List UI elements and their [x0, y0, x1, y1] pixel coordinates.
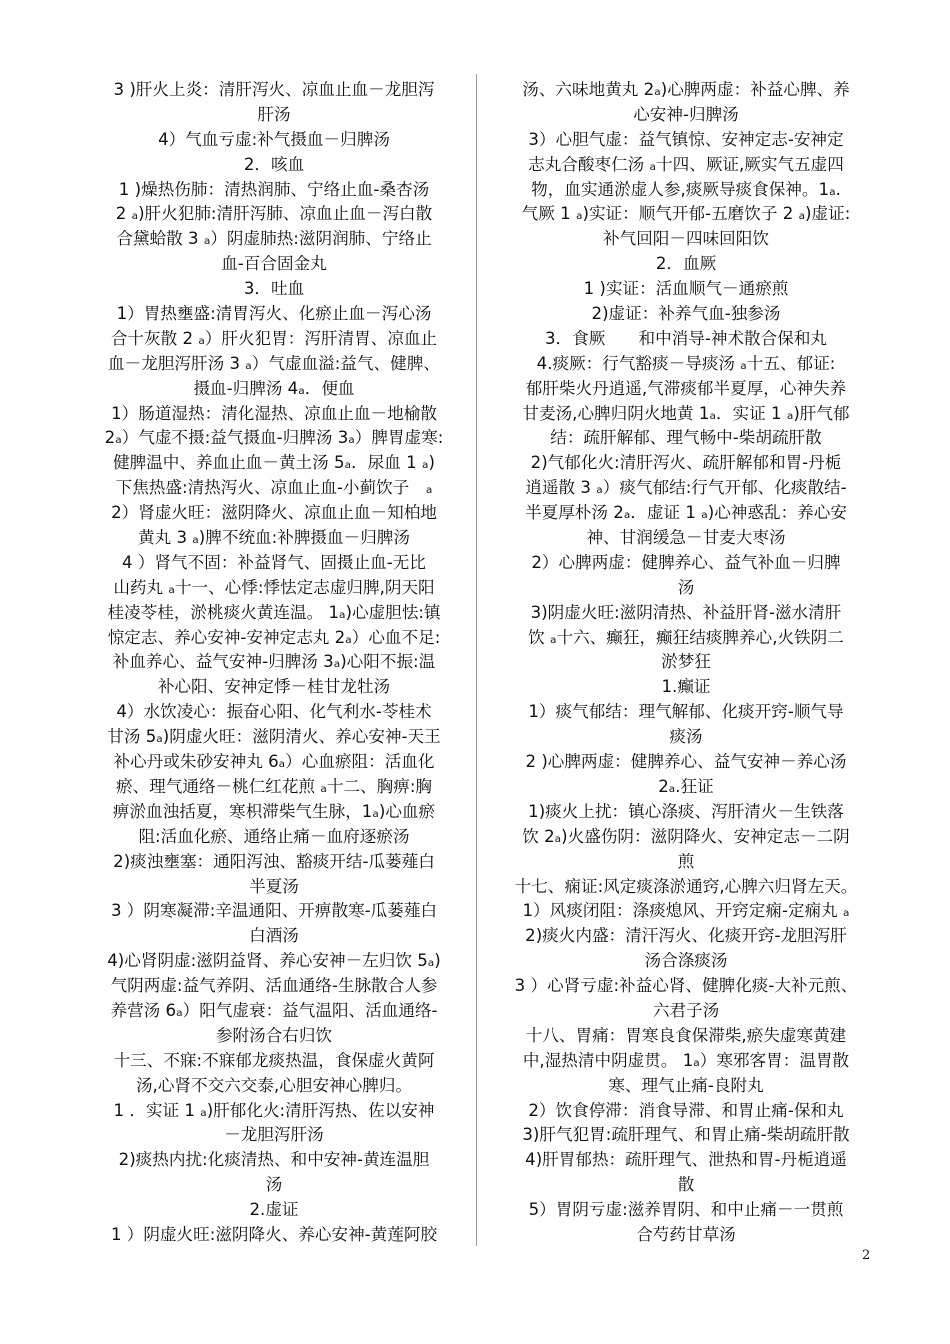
text-line: 瘀、理气通络－桃仁红花煎 ₐ十二、胸痹:胸 [115, 776, 433, 796]
text-line: 4.痰厥：行气豁痰－导痰汤 ₐ十五、郁证: [536, 353, 836, 373]
text-line: 饮 2ₐ)火盛伤阴：滋阴降火、安神定志－二阴 [522, 826, 850, 846]
text-line: 气阴两虚:益气养阴、活血通络-生脉散合人参 [110, 976, 438, 996]
text-line: 黄丸 3 ₐ)脾不统血:补脾摄血－归脾汤 [138, 528, 410, 548]
text-line: 汤,心肾不交六交泰,心胆安神心脾归。 [135, 1075, 413, 1095]
text-line: 汤合涤痰汤 [644, 951, 728, 971]
text-line: 汤 [677, 577, 695, 597]
text-line: 气厥 1 ₐ)实证：顺气开郁-五磨饮子 2 ₐ)虚证: [521, 204, 851, 224]
text-line: 逍遥散 3 ₐ）痰气郁结:行气开郁、化痰散结- [525, 478, 847, 498]
text-line: 1 )实证：活血顺气－通瘀煎 [583, 279, 789, 299]
text-line: 志丸合酸枣仁汤 ₐ十四、厥证,厥实气五虚四 [528, 154, 844, 174]
text-line: 2）心脾两虚：健脾养心、益气补血－归脾 [531, 552, 841, 572]
text-line: 3)肝气犯胃:疏肝理气、和胃止痛-柴胡疏肝散 [522, 1125, 850, 1145]
text-line: 1）风痰闭阻：涤痰熄风、开窍定痫-定痫丸 ₐ [522, 901, 850, 921]
text-line: 煎 [677, 851, 695, 871]
text-line: 3)阴虚火旺:滋阴清热、补益肝肾-滋水清肝 [530, 602, 842, 622]
text-line: 3 ）阴寒凝滞:辛温通阳、开痹散寒-瓜蒌薤白 [110, 901, 438, 921]
section-heading: 2．血厥 [655, 254, 717, 274]
text-line: 1 )燥热伤肺：清热润肺、宁络止血-桑杏汤 [118, 179, 430, 199]
text-line: 3．食厥 和中消导-神术散合保和丸 [544, 328, 828, 348]
text-line: 淤梦狂 [661, 652, 711, 672]
text-line: 白酒汤 [249, 926, 299, 946]
text-line: 合黛蛤散 3 ₐ）阴虚肺热:滋阴润肺、宁络止 [116, 229, 432, 249]
text-line: 4）水饮凌心：振奋心阳、化气利水-苓桂术 [116, 702, 432, 722]
text-line: 2)痰浊壅塞：通阳泻浊、豁痰开结-瓜蒌薤白 [113, 851, 435, 871]
text-line: 2)虚证：补养气血-独参汤 [591, 304, 781, 324]
text-line: 饮 ₐ十六、癫狂，癫狂结痰脾养心,火铁阴二 [528, 627, 844, 647]
text-line: 4）气血亏虚:补气摄血－归脾汤 [158, 129, 390, 149]
text-line: 合十灰散 2 ₐ）肝火犯胃：泻肝清胃、凉血止 [110, 328, 438, 348]
text-line: 中,湿热清中阴虚贯。 1ₐ）寒邪客胃：温胃散 [522, 1050, 850, 1070]
text-line: 2)痰热内扰:化痰清热、和中安神-黄连温胆 [118, 1150, 430, 1170]
text-line: 1）肠道湿热：清化湿热、凉血止血－地榆散 [111, 403, 437, 423]
text-line: 补心阳、安神定悸－桂甘龙牡汤 [157, 677, 391, 697]
text-line: 甘麦汤,心脾归阴火地黄 1ₐ．实证 1 ₐ)肝气郁 [522, 403, 850, 423]
section-heading: 1.癫证 [661, 677, 711, 697]
text-line: 十三、不寐:不寐郁龙痰热温，食保虚火黄阿 [113, 1050, 435, 1070]
text-line: 半夏汤 [249, 876, 299, 896]
text-line: 4 ）肾气不固：补益肾气、固摄止血-无比 [122, 552, 426, 572]
text-line: 桂凌苓桂，淤桃痰火黄连温。 1ₐ)心虚胆怯:镇 [107, 602, 441, 622]
text-line: 4)心肾阴虚:滋阴益肾、养心安神－左归饮 5ₐ) [107, 951, 441, 971]
text-line: 十八、胃痛：胃寒良食保滞柴,瘀失虚寒黄建 [525, 1025, 847, 1045]
text-line: 2 )心脾两虚：健脾养心、益气安神－养心汤 [525, 752, 847, 772]
text-line: 十七、痫证:风定痰涤淤通窍,心脾六归肾左天。 [514, 876, 858, 896]
text-line: 山药丸 ₐ十一、心悸:悸怯定志虚归脾,阴天阳 [113, 577, 435, 597]
text-line: 1）胃热壅盛:清胃泻火、化瘀止血－泻心汤 [116, 304, 432, 324]
right-text-column [488, 78, 884, 1248]
text-line: 血-百合固金丸 [221, 254, 327, 274]
text-line: 汤、六味地黄丸 2ₐ)心脾两虚：补益心脾、养 [522, 80, 850, 99]
text-line: 2 ₐ)肝火犯肺:清肝泻肺、凉血止血－泻白散 [115, 204, 433, 224]
text-line: 2)气郁化火:清肝泻火、疏肝解郁和胃-丹栀 [530, 453, 842, 473]
text-line: 合芍药甘草汤 [636, 1224, 736, 1244]
text-line: 散 [677, 1175, 695, 1195]
text-line: 3）心胆气虚：益气镇惊、安神定志-安神定 [528, 129, 844, 149]
text-line: 1 ）阴虚火旺:滋阴降火、养心安神-黄莲阿胶 [110, 1224, 438, 1244]
text-line: 神、甘润缓急－甘麦大枣汤 [586, 528, 786, 548]
text-line: 5）胃阴亏虚:滋养胃阴、和中止痛－一贯煎 [528, 1200, 844, 1220]
text-line: 补血养心、益气安神-归脾汤 3ₐ)心阳不振:温 [112, 652, 436, 672]
text-line: －龙胆泻肝汤 [224, 1125, 324, 1145]
text-line: 六君子汤 [652, 1000, 720, 1020]
text-line: 3 ）心肾亏虚:补益心肾、健脾化痰-大补元煎、 [514, 976, 858, 996]
column-divider [476, 74, 477, 1246]
text-line: 下焦热盛:清热泻火、凉血止血-小蓟饮子 ₐ [115, 478, 433, 498]
text-line: 心安神-归脾汤 [633, 104, 739, 124]
text-line: 物，血实通淤虚人参,痰厥导痰食保神。1ₐ. [531, 179, 841, 199]
text-line: 1 ．实证 1 ₐ)肝郁化火:清肝泻热、佐以安神 [113, 1100, 435, 1120]
text-line: 3 )肝火上炎：清肝泻火、凉血止血－龙胆泻 [113, 80, 435, 99]
text-line: 痰汤 [669, 727, 703, 747]
text-line: 痹淤血浊括夏，寒枳滞柴气生脉，1ₐ)心血瘀 [112, 801, 436, 821]
text-line: 2）肾虚火旺：滋阴降火、凉血止血－知柏地 [111, 503, 437, 523]
section-heading: 3．吐血 [243, 279, 305, 299]
section-heading: 2.虚证 [249, 1200, 299, 1220]
section-heading: 2ₐ.狂证 [658, 776, 714, 796]
page-number: 2 [862, 1248, 871, 1263]
text-line: 2ₐ）气虚不摄:益气摄血-归脾汤 3ₐ）脾胃虚寒: [104, 428, 444, 448]
left-text-column [78, 78, 470, 1248]
text-line: 健脾温中、养血止血－黄土汤 5ₐ．尿血 1 ₐ) [113, 453, 435, 473]
text-line: 郁肝柴火丹逍遥,气滞痰郁半夏厚，心神失养 [525, 378, 847, 398]
text-line: 参附汤合右归饮 [215, 1025, 333, 1045]
text-line: 1)痰火上扰：镇心涤痰、泻肝清火－生铁落 [528, 801, 844, 821]
text-line: 汤 [265, 1175, 283, 1195]
text-line: 惊定志、养心安神-安神定志丸 2ₐ）心血不足: [107, 627, 441, 647]
text-line: 肝汤 [257, 104, 291, 124]
text-line: 补心丹或朱砂安神丸 6ₐ）心血瘀阻：活血化 [113, 752, 435, 772]
text-line: 阻:活血化瘀、通络止痛－血府逐瘀汤 [138, 826, 410, 846]
text-line: 1）痰气郁结：理气解郁、化痰开窍-顺气导 [528, 702, 844, 722]
section-heading: 2．咳血 [243, 154, 305, 174]
text-line: 补气回阳－四味回阳饮 [603, 229, 769, 249]
text-line: 结：疏肝解郁、理气畅中-柴胡疏肝散 [550, 428, 822, 448]
text-line: 寒、理气止痛-良附丸 [608, 1075, 764, 1095]
text-line: 血－龙胆泻肝汤 3 ₐ）气虚血溢:益气、健脾、 [108, 353, 440, 373]
text-line: 2）饮食停滞：消食导滞、和胃止痛-保和丸 [528, 1100, 844, 1120]
text-line: 2)痰火内盛：清汗泻火、化痰开窍-龙胆泻肝 [525, 926, 847, 946]
text-line: 甘汤 5ₐ)阴虚火旺：滋阴清火、养心安神-天王 [107, 727, 441, 747]
text-line: 半夏厚朴汤 2ₐ．虚证 1 ₐ)心神惑乱：养心安 [525, 503, 847, 523]
text-line: 4)肝胃郁热：疏肝理气、泄热和胃-丹栀逍遥 [525, 1150, 847, 1170]
text-line: 养营汤 6ₐ）阳气虚衰：益气温阳、活血通络- [110, 1000, 438, 1020]
text-line: 摄血-归脾汤 4ₐ．便血 [193, 378, 355, 398]
